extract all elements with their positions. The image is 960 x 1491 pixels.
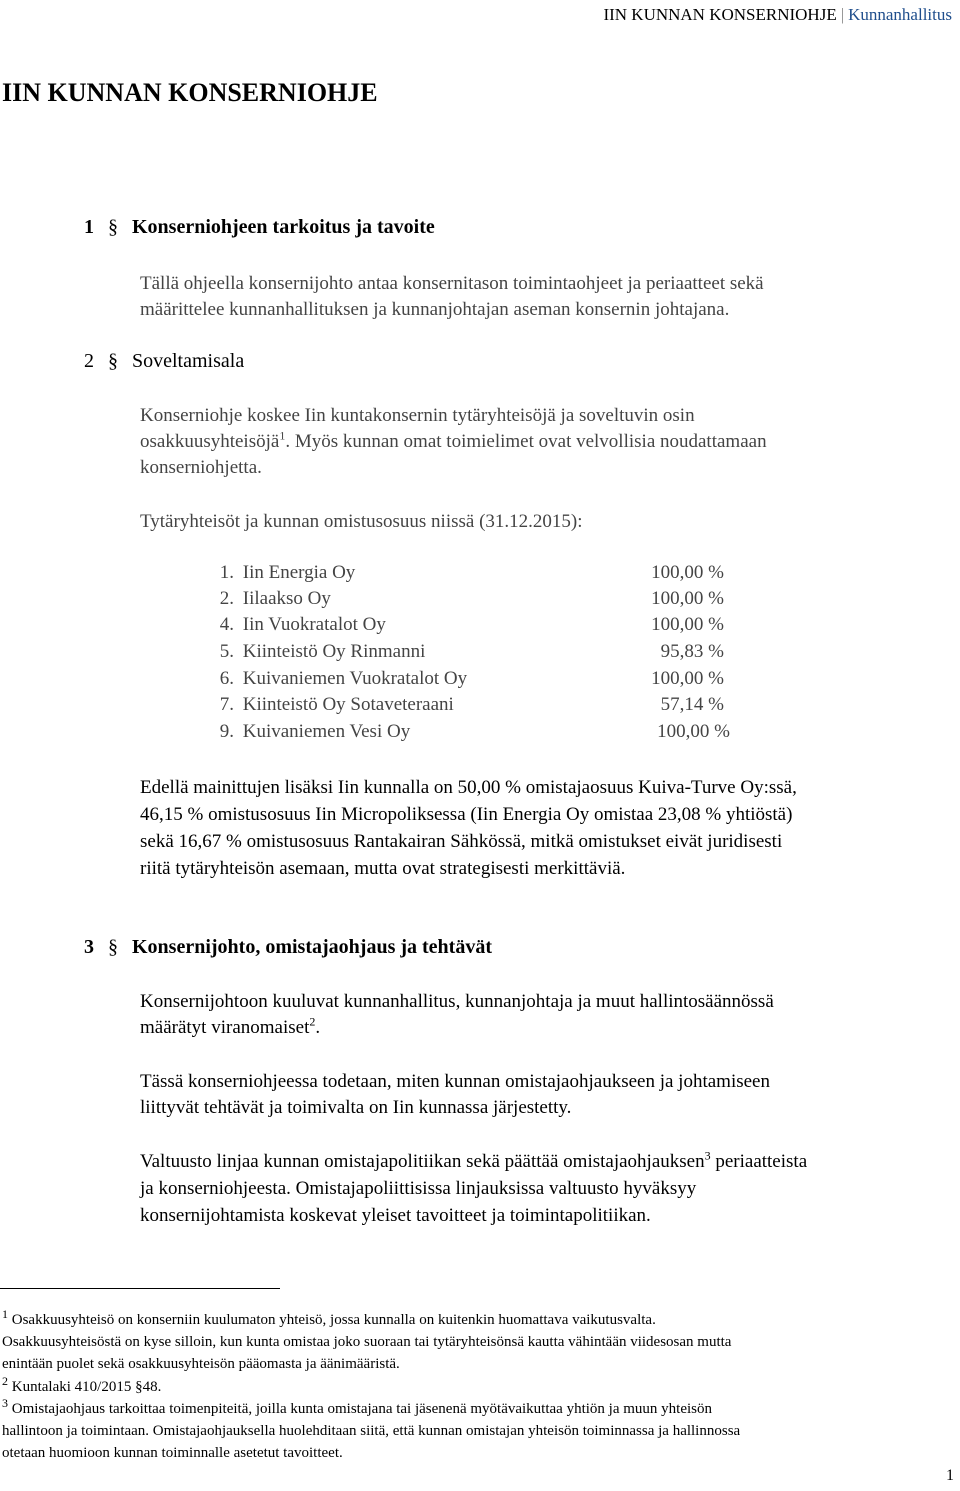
ownership-share: 100,00 % [657, 721, 730, 742]
footnote-ref: 3 [704, 1148, 711, 1163]
paragraph-line: 46,15 % omistusosuus Iin Micropoliksessa (Iin Energia Oy omistaa 23,08 % yhtiöstä) [140, 804, 793, 825]
list-number: 2. [219, 588, 234, 609]
paragraph-line [140, 428, 767, 455]
paragraph-line: Tässä konserniohjeessa todetaan, miten kunnan omistajaohjaukseen ja johtamiseen [140, 1071, 770, 1092]
paragraph-line: sekä 16,67 % omistusosuus Rantakairan Sähkössä, mitkä omistukset eivät juridisesti [140, 831, 783, 852]
section-2-heading [84, 350, 244, 373]
footnote-ref: 1 [279, 428, 286, 443]
list-number: 1. [219, 562, 234, 583]
page-number: 1 [946, 1467, 954, 1484]
list-item [204, 588, 744, 610]
list-item [204, 562, 744, 584]
subsidiary-name: Iin Energia Oy [242, 562, 356, 583]
subsidiary-name: Kiinteistö Oy Rinmanni [242, 641, 426, 662]
subsidiary-name: Kuivaniemen Vuokratalot Oy [242, 668, 468, 689]
header-title: IIN KUNNAN KONSERNIOHJE [603, 5, 837, 24]
section-symbol: § [108, 936, 118, 958]
list-item [204, 614, 744, 636]
list-item [204, 694, 744, 716]
list-item [204, 668, 744, 690]
list-number: 9. [219, 721, 234, 742]
list-number: 4. [219, 614, 234, 635]
text-run: määrätyt viranomaiset [140, 1017, 310, 1038]
footnote-text: Kuntalaki 410/2015 §48. [8, 1379, 162, 1395]
footnote-mark: 2 [2, 1374, 8, 1388]
list-item [204, 721, 744, 743]
paragraph-line: konserniohjetta. [140, 457, 262, 478]
footnote-mark: 3 [2, 1396, 8, 1410]
footnote-2 [2, 1376, 161, 1398]
subsidiaries-intro: Tytäryhteisöt ja kunnan omistusosuus niissä (31.12.2015): [140, 511, 583, 532]
paragraph-line: Tällä ohjeella konsernijohto antaa konsernitason toimintaohjeet ja periaatteet sekä [140, 273, 764, 294]
footnote-line: enintään puolet sekä osakkuusyhteisön pääomasta ja äänimääristä. [2, 1356, 400, 1372]
subsidiary-name: Iilaakso Oy [242, 588, 331, 609]
subsidiary-name: Iin Vuokratalot Oy [242, 614, 386, 635]
paragraph-line: Konsernijohtoon kuuluvat kunnanhallitus, kunnanjohtaja ja muut hallintosäännössä [140, 991, 774, 1012]
footnote-text: Osakkuusyhteisö on konserniin kuulumaton yhteisö, jossa kunnalla on kuitenkin huomattava vaikutusvalta. [8, 1312, 656, 1328]
footnote-line: Osakkuusyhteisöstä on kyse silloin, kun kunta omistaa joko suoraan tai tytäryhteisönsä kautta vähintään viidesosan mutta [2, 1334, 732, 1350]
header-subtitle: Kunnanhallitus [848, 5, 952, 24]
text-run: Valtuusto linjaa kunnan omistajapolitiikan sekä päättää omistajaohjauksen [140, 1151, 705, 1172]
section-title: Soveltamisala [132, 350, 245, 372]
section-1-heading [84, 216, 435, 239]
footnote-mark: 1 [2, 1307, 8, 1321]
ownership-share: 100,00 % [651, 588, 724, 609]
section-number: 3 [84, 936, 94, 958]
footnote-ref: 2 [309, 1014, 316, 1029]
paragraph-line: liittyvät tehtävät ja toimivalta on Iin kunnassa järjestetty. [140, 1097, 572, 1118]
section-symbol: § [108, 350, 118, 372]
paragraph-line: riitä tytäryhteisön asemaan, mutta ovat strategisesti merkittäviä. [140, 858, 626, 879]
footnote-text: Omistajaohjaus tarkoittaa toimenpiteitä, joilla kunta omistajana tai jäsenenä myötävaikuttaa yhtiön ja muun yhteisön [8, 1401, 712, 1417]
paragraph-line: määrittelee kunnanhallituksen ja kunnanjohtajan aseman konsernin johtajana. [140, 299, 730, 320]
subsidiary-name: Kiinteistö Oy Sotaveteraani [242, 694, 454, 715]
text-run: . [315, 1017, 321, 1038]
section-number: 1 [84, 216, 94, 238]
list-number: 6. [219, 668, 234, 689]
ownership-share: 100,00 % [651, 614, 724, 635]
subsidiary-name: Kuivaniemen Vesi Oy [242, 721, 411, 742]
paragraph-line: ja konserniohjeesta. Omistajapoliittisissa linjauksissa valtuusto hyväksyy [140, 1178, 697, 1199]
section-title: Konserniohjeen tarkoitus ja tavoite [132, 216, 435, 238]
paragraph-line: konsernijohtamista koskevat yleiset tavoitteet ja toimintapolitiikan. [140, 1205, 651, 1226]
section-title: Konsernijohto, omistajaohjaus ja tehtävät [132, 936, 492, 958]
list-number: 7. [219, 694, 234, 715]
paragraph-line: Konserniohje koskee Iin kuntakonsernin tytäryhteisöjä ja soveltuvin osin [140, 405, 695, 426]
ownership-share: 57,14 % [660, 694, 724, 715]
text-run: . Myös kunnan omat toimielimet ovat velvollisia noudattamaan [285, 431, 767, 452]
section-number: 2 [84, 350, 94, 372]
running-header [603, 5, 952, 25]
text-run: osakkuusyhteisöjä [140, 431, 280, 452]
list-item [204, 641, 744, 663]
footnote-line: otetaan huomioon kunnan toiminnalle asetetut tavoitteet. [2, 1445, 343, 1461]
section-3-heading [84, 936, 492, 959]
footnote-1 [2, 1309, 656, 1331]
footnote-separator [0, 1288, 280, 1289]
paragraph-line: Edellä mainittujen lisäksi Iin kunnalla on 50,00 % omistajaosuus Kuiva-Turve Oy:ssä, [140, 777, 797, 798]
document-title: IIN KUNNAN KONSERNIOHJE [2, 78, 378, 107]
ownership-share: 100,00 % [651, 668, 724, 689]
text-run: periaatteista [710, 1151, 808, 1172]
ownership-share: 95,83 % [660, 641, 724, 662]
footnote-3 [2, 1398, 712, 1420]
footnote-line: hallintoon ja toimintaan. Omistajaohjauksella huolehditaan siitä, että kunnan omistajan yhteisön toiminnassa ja hallinnossa [2, 1423, 741, 1439]
section-symbol: § [108, 216, 118, 238]
paragraph-line [140, 1148, 807, 1175]
list-number: 5. [219, 641, 234, 662]
paragraph-line [140, 1014, 320, 1041]
header-separator: | [840, 5, 845, 24]
ownership-share: 100,00 % [651, 562, 724, 583]
